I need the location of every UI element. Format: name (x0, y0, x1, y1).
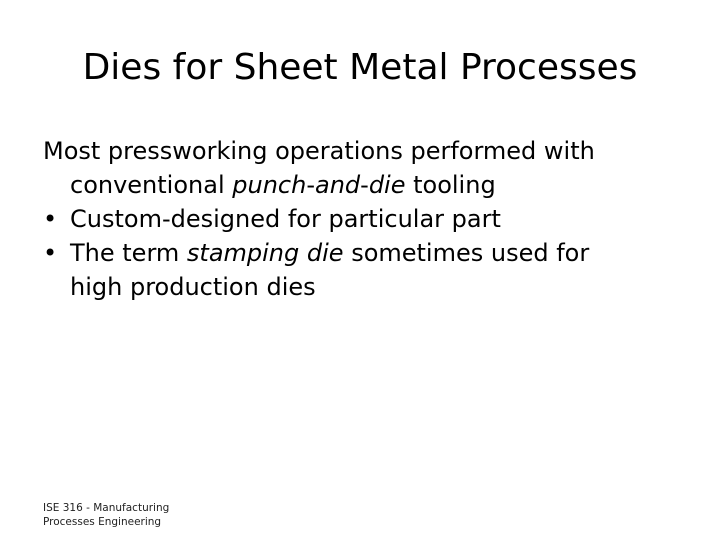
dash-2: ‑ (360, 171, 369, 199)
footer-course-title: Processes Engineering (43, 516, 162, 528)
die-term: die (368, 171, 406, 199)
bullet-item-1 (43, 202, 683, 236)
bullet-2-continuation: high production dies (70, 273, 316, 301)
slide-title: Dies for Sheet Metal Processes (82, 47, 638, 88)
bullet-item-2 (43, 236, 683, 270)
intro-line-2-text: conventional (70, 171, 233, 199)
bullet-2-text-start: The term (70, 239, 187, 267)
footer (43, 501, 169, 529)
slide-body (43, 134, 683, 304)
punch-term: punch (232, 171, 307, 199)
bullet-2-text-end: sometimes used for (343, 239, 590, 267)
bullet-icon: • (43, 239, 58, 267)
footer-course: ISE 316 - Manufacturing (43, 502, 170, 514)
bullet-icon: • (43, 205, 58, 233)
and-term: and (314, 171, 361, 199)
dash-1: ‑ (306, 171, 315, 199)
intro-line-1: Most pressworking operations performed with (43, 137, 595, 165)
stamping-die-term: stamping die (186, 239, 344, 267)
intro-line-2-end: tooling (405, 171, 496, 199)
intro-line-2 (43, 168, 683, 202)
bullet-1-text: Custom‑designed for particular part (70, 205, 501, 233)
